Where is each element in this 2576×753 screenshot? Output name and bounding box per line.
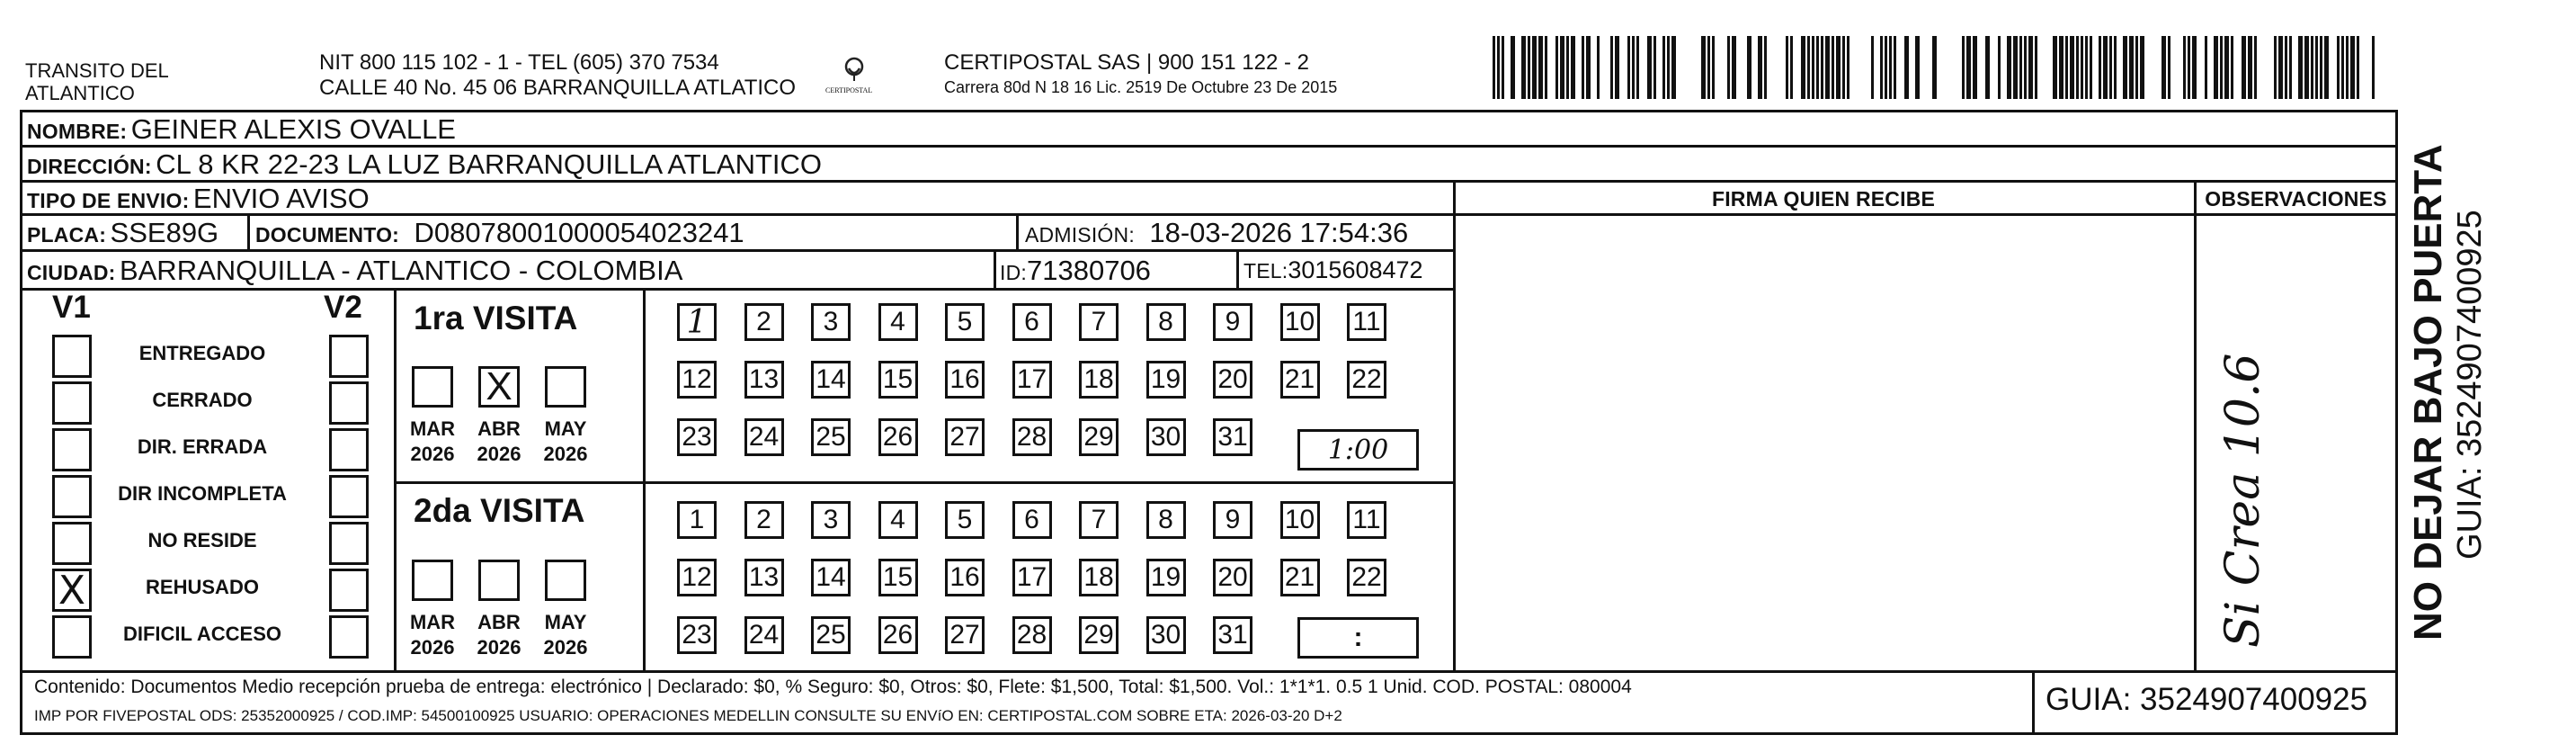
second-visit-day-6[interactable]: 6 <box>1012 501 1052 539</box>
v1-checkbox[interactable] <box>52 475 92 518</box>
id-label: ID: <box>1000 261 1027 284</box>
send-type: ENVIO AVISO <box>192 183 370 214</box>
city-label: CIUDAD: <box>27 261 116 284</box>
first-visit-day-12[interactable]: 12 <box>677 361 717 399</box>
tel-cell <box>1243 256 1423 284</box>
first-visit-day-24[interactable]: 24 <box>744 418 784 456</box>
admission-label: ADMISIÓN: <box>1025 223 1135 247</box>
col-divider <box>1016 213 1019 252</box>
logo-text: CERTIPOSTAL <box>825 86 873 94</box>
first-visit-day-27[interactable]: 27 <box>945 418 985 456</box>
fv-month-label: MAR <box>409 417 456 440</box>
document-cell <box>255 217 744 249</box>
send-type-label: TIPO DE ENVIO: <box>27 189 190 212</box>
first-visit-day-21[interactable]: 21 <box>1280 361 1320 399</box>
recipient-name: GEINER ALEXIS OVALLE <box>130 113 456 145</box>
fv-month-label: ABR <box>477 417 521 440</box>
observations-header: OBSERVACIONES <box>2205 187 2387 211</box>
admission-value: 18-03-2026 17:54:36 <box>1149 217 1409 248</box>
v1-checkbox[interactable] <box>52 428 92 471</box>
v2-checkbox[interactable] <box>329 428 369 471</box>
id-cell <box>1000 255 1151 287</box>
certipostal-logo <box>827 52 881 97</box>
sender-address: CALLE 40 No. 45 06 BARRANQUILLA ATLATICO <box>319 76 797 100</box>
status-reason-label: DIFICIL ACCESO <box>122 623 281 645</box>
col-divider <box>247 213 250 252</box>
first-visit-day-3[interactable]: 3 <box>811 303 851 341</box>
second-visit-time-input[interactable]: : <box>1297 617 1419 659</box>
v2-checkbox[interactable] <box>329 569 369 612</box>
name-row <box>27 113 456 146</box>
sv-month-checkbox[interactable] <box>412 560 453 601</box>
second-visit-day-18[interactable]: 18 <box>1079 559 1119 596</box>
second-visit-day-28[interactable]: 28 <box>1012 616 1052 654</box>
observations-handwriting: Si Crea 10.6 <box>2216 353 2270 648</box>
status-reason-label: DIR INCOMPLETA <box>118 482 287 505</box>
first-visit-day-8[interactable]: 8 <box>1146 303 1186 341</box>
tel-label: TEL: <box>1243 259 1288 282</box>
col-divider <box>643 288 646 670</box>
first-visit-day-22[interactable]: 22 <box>1347 361 1386 399</box>
document-label: DOCUMENTO: <box>255 223 400 247</box>
barcode <box>1493 36 2393 99</box>
first-visit-day-17[interactable]: 17 <box>1012 361 1052 399</box>
first-visit-day-9[interactable]: 9 <box>1213 303 1252 341</box>
second-visit-day-30[interactable]: 30 <box>1146 616 1186 654</box>
first-visit-day-6[interactable]: 6 <box>1012 303 1052 341</box>
second-visit-day-26[interactable]: 26 <box>878 616 918 654</box>
imp-line: IMP POR FIVEPOSTAL ODS: 25352000925 / COD.IMP: 54500100925 USUARIO: OPERACIONES MEDELLIN CONSULTE SU ENVíO EN: CERTIPOSTAL.COM SOBRE ETA: 2026-03-20 D+2 <box>34 707 1342 724</box>
name-label: NOMBRE: <box>27 120 128 143</box>
sv-month-year: 2026 <box>410 636 455 659</box>
plate-cell <box>27 217 218 249</box>
footer-divider <box>20 670 2398 673</box>
row-divider <box>20 288 1453 291</box>
first-visit-day-30[interactable]: 30 <box>1146 418 1186 456</box>
plate-label: PLACA: <box>27 223 107 247</box>
v1-checkbox[interactable]: X <box>52 569 92 612</box>
sv-month-label: MAR <box>409 611 456 633</box>
admission-cell <box>1025 217 1408 249</box>
second-visit-day-25[interactable]: 25 <box>811 616 851 654</box>
status-reason-label: CERRADO <box>152 389 253 411</box>
col-divider <box>1453 180 1456 670</box>
col-divider <box>2194 180 2197 670</box>
address-row <box>27 148 822 181</box>
fv-month-label: MAY <box>544 417 587 440</box>
city-cell <box>27 255 682 287</box>
v2-label: V2 <box>324 290 362 325</box>
second-visit-day-20[interactable]: 20 <box>1213 559 1252 596</box>
v1-label: V1 <box>52 290 91 325</box>
signature-header: FIRMA QUIEN RECIBE <box>1711 187 1936 211</box>
first-visit-day-5[interactable]: 5 <box>945 303 985 341</box>
company-info <box>944 50 1337 99</box>
second-visit-day-15[interactable]: 15 <box>878 559 918 596</box>
first-visit-day-7[interactable]: 7 <box>1079 303 1119 341</box>
first-visit-day-13[interactable]: 13 <box>744 361 784 399</box>
second-visit-day-24[interactable]: 24 <box>744 616 784 654</box>
recipient-address: CL 8 KR 22-23 LA LUZ BARRANQUILLA ATLANTICO <box>156 148 823 180</box>
sender-line-2: ATLANTICO <box>25 82 135 104</box>
second-visit-day-8[interactable]: 8 <box>1146 501 1186 539</box>
second-visit-day-2[interactable]: 2 <box>744 501 784 539</box>
first-visit-day-29[interactable]: 29 <box>1079 418 1119 456</box>
second-visit-day-14[interactable]: 14 <box>811 559 851 596</box>
v2-checkbox[interactable] <box>329 381 369 425</box>
v1-checkbox[interactable] <box>52 335 92 378</box>
second-visit-day-5[interactable]: 5 <box>945 501 985 539</box>
sender-name <box>25 59 169 104</box>
first-visit-day-23[interactable]: 23 <box>677 418 717 456</box>
sv-month-checkbox[interactable] <box>545 560 586 601</box>
first-visit-day-4[interactable]: 4 <box>878 303 918 341</box>
second-visit-day-12[interactable]: 12 <box>677 559 717 596</box>
first-visit-day-25[interactable]: 25 <box>811 418 851 456</box>
first-visit-day-19[interactable]: 19 <box>1146 361 1186 399</box>
sv-month-label: ABR <box>477 611 521 633</box>
second-visit-day-7[interactable]: 7 <box>1079 501 1119 539</box>
v2-checkbox[interactable] <box>329 615 369 659</box>
row-divider <box>20 213 2398 216</box>
first-visit-day-16[interactable]: 16 <box>945 361 985 399</box>
status-reason-label: REHUSADO <box>146 576 259 598</box>
second-visit-day-3[interactable]: 3 <box>811 501 851 539</box>
second-visit-day-16[interactable]: 16 <box>945 559 985 596</box>
first-visit-day-26[interactable]: 26 <box>878 418 918 456</box>
id-value: 71380706 <box>1027 255 1151 286</box>
col-divider <box>994 249 996 288</box>
fv-month-checkbox[interactable]: X <box>478 366 520 408</box>
v1-checkbox[interactable] <box>52 615 92 659</box>
second-visit-day-23[interactable]: 23 <box>677 616 717 654</box>
first-visit-day-1[interactable]: 1 <box>677 303 717 341</box>
second-visit-title: 2da VISITA <box>414 492 585 529</box>
first-visit-day-2[interactable]: 2 <box>744 303 784 341</box>
nit-line: NIT 800 115 102 - 1 - TEL (605) 370 7534 <box>319 50 719 75</box>
tel-value: 3015608472 <box>1288 256 1423 283</box>
first-visit-day-14[interactable]: 14 <box>811 361 851 399</box>
second-visit-day-22[interactable]: 22 <box>1347 559 1386 596</box>
first-visit-title: 1ra VISITA <box>414 300 578 336</box>
second-visit-day-29[interactable]: 29 <box>1079 616 1119 654</box>
first-visit-day-11[interactable]: 11 <box>1347 303 1386 341</box>
col-divider <box>1236 249 1239 288</box>
second-visit-day-31[interactable]: 31 <box>1213 616 1252 654</box>
fv-month-year: 2026 <box>543 443 588 465</box>
v1-checkbox[interactable] <box>52 522 92 565</box>
status-reason-label: ENTREGADO <box>138 342 266 364</box>
first-visit-day-28[interactable]: 28 <box>1012 418 1052 456</box>
sv-month-checkbox[interactable] <box>478 560 520 601</box>
sender-line-1: TRANSITO DEL <box>25 59 169 82</box>
second-visit-day-27[interactable]: 27 <box>945 616 985 654</box>
first-visit-time-input[interactable]: 1:00 <box>1297 429 1419 471</box>
second-visit-day-11[interactable]: 11 <box>1347 501 1386 539</box>
second-visit-day-10[interactable]: 10 <box>1280 501 1320 539</box>
fv-month-checkbox[interactable] <box>412 366 453 408</box>
sv-month-year: 2026 <box>477 636 521 659</box>
sender-details <box>319 50 796 101</box>
v2-checkbox[interactable] <box>329 522 369 565</box>
v1-checkbox[interactable] <box>52 381 92 425</box>
status-reason-label: NO RESIDE <box>147 529 257 551</box>
send-type-row <box>27 183 370 215</box>
status-reason-label: DIR. ERRADA <box>137 435 268 458</box>
first-visit-day-31[interactable]: 31 <box>1213 418 1252 456</box>
first-visit-day-18[interactable]: 18 <box>1079 361 1119 399</box>
company-address: Carrera 80d N 18 16 Lic. 2519 De Octubre 23 De 2015 <box>944 78 1338 96</box>
address-label: DIRECCIÓN: <box>27 155 152 178</box>
first-visit-day-15[interactable]: 15 <box>878 361 918 399</box>
second-visit-day-1[interactable]: 1 <box>677 501 717 539</box>
fv-month-year: 2026 <box>410 443 455 465</box>
no-dejar-bajo-puerta-text: NO DEJAR BAJO PUERTA <box>2406 144 2450 641</box>
sv-month-year: 2026 <box>543 636 588 659</box>
second-visit-day-17[interactable]: 17 <box>1012 559 1052 596</box>
col-divider <box>2032 670 2035 735</box>
second-visit-day-4[interactable]: 4 <box>878 501 918 539</box>
v2-checkbox[interactable] <box>329 335 369 378</box>
footer-guia: GUIA: 3524907400925 <box>2046 682 2368 717</box>
document-value: D08078001000054023241 <box>414 217 744 248</box>
second-visit-day-13[interactable]: 13 <box>744 559 784 596</box>
city-value: BARRANQUILLA - ATLANTICO - COLOMBIA <box>119 255 683 286</box>
col-divider <box>2395 180 2398 670</box>
sv-month-label: MAY <box>544 611 587 633</box>
company-line: CERTIPOSTAL SAS | 900 151 122 - 2 <box>944 50 1309 75</box>
v2-checkbox[interactable] <box>329 475 369 518</box>
first-visit-day-10[interactable]: 10 <box>1280 303 1320 341</box>
second-visit-day-9[interactable]: 9 <box>1213 501 1252 539</box>
fv-month-year: 2026 <box>477 443 521 465</box>
visit-divider <box>394 481 1453 484</box>
second-visit-day-19[interactable]: 19 <box>1146 559 1186 596</box>
col-divider <box>394 288 397 670</box>
first-visit-day-20[interactable]: 20 <box>1213 361 1252 399</box>
fv-month-checkbox[interactable] <box>545 366 586 408</box>
plate-value: SSE89G <box>110 217 219 248</box>
second-visit-day-21[interactable]: 21 <box>1280 559 1320 596</box>
content-line: Contenido: Documentos Medio recepción prueba de entrega: electrónico | Declarado: $0, % Seguro: $0, Otros: $0, Flete: $1,500, Total: $1,500. Vol.: 1*1*1. 0.5 1 Unid. COD. POSTAL: 080004 <box>34 677 1632 697</box>
side-guia-text: GUIA: 3524907400925 <box>2451 210 2489 560</box>
